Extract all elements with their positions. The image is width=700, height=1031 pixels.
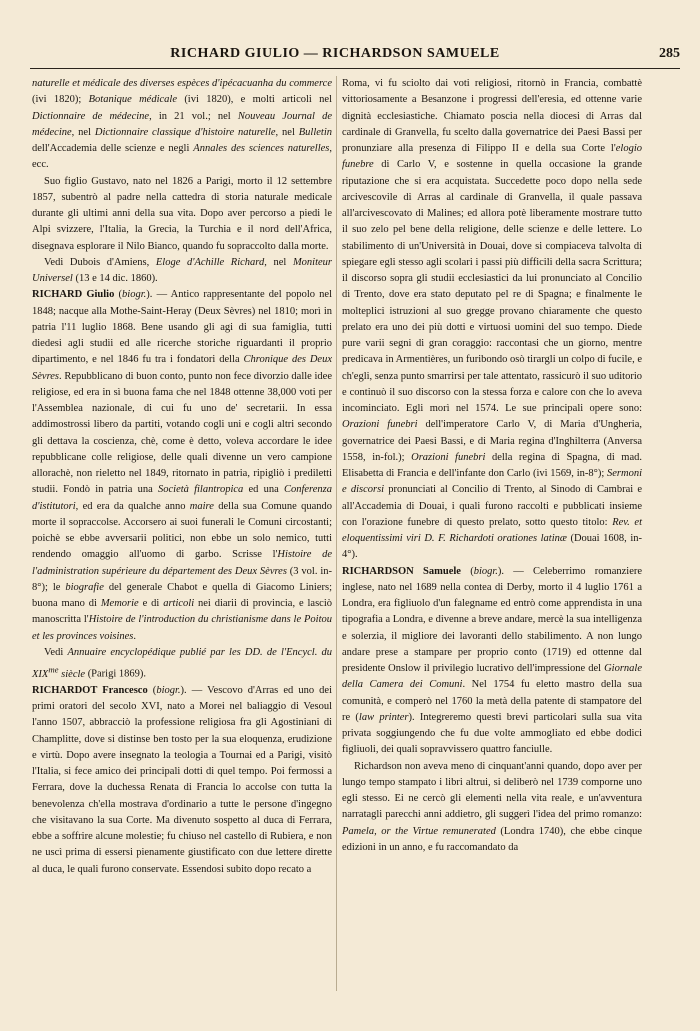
- paragraph: Roma, vi fu sciolto dai voti religiosi, ritornò in Francia, combattè vittoriosamente a Besanzone i progressi dell'eresia, ed ottenne varie dignità ecclesiastiche. Chiamato poscia nella diocesi di Arras dal cardinale di Granvella, fu scelto dalla governatrice dei Paesi Bassi per pronunziare alla presenza di Filippo II e della sua Corte l'elogio funebre di Carlo V, e sostenne in quella occasione la grande riputazione che si era acquistata. Succedette poco dopo nella sede arcivescovile di Arras al cardinale di Granvella, il quale passava all'arcivescovato di Malines; ed allora potè liberamente mostrare tutto il suo zelo pel bene della religione, delle scienze e delle lettere. Lo stabilimento di un'Università in Douai, dove si compiaceva talvolta di spiegare egli stesso agli scolari i passi più difficili della sacra Scrittura; il discorso sopra gli studii ecclesiastici da lui pronunciato al Concilio di Trento, dove era stato deputato pel re di Spagna; e finalmente le molteplici istruzioni al suo gregge provano chiaramente che questo prelato era uno dei più dotti e virtuosi uomini del suo tempo. Diede pure varii segni di gran coraggio: raccontasi che un giorno, mentre predicava in Armentières, un furibondo osò tirargli un colpo di fucile, e ch'egli, senza punto smarrirsi per tale attentato, rassicurò il suo uditorio e continuò il suo discorso con la stessa forza e calore con che lo aveva incominciato. Egli morì nel 1574. Le sue principali opere sono: Orazioni funebri dell'imperatore Carlo V, di Maria d'Ungheria, governatrice dei Paesi Bassi, e di Maria regina d'Inghilterra (Anversa 1558, in-fol.); Orazioni funebri della regina di Spagna, di mad. Elisabetta di Francia e dell'infante don Carlo (ivi 1569, in-8°); Sermoni e discorsi pronunciati al Concilio di Trento, al Sinodo di Cambrai e all'Accademia di Douai, i quali furono raccolti e pubblicati insieme con l'orazione funebre di questo prelato, sotto questo titolo: Rev. et eloquentissimi viri D. F. Richardoti orationes latinæ (Douai 1608, in-4°).: [342, 78, 643, 561]
- paragraph: Richardson non aveva meno di cinquant'anni quando, dopo aver per lungo tempo stampato i libri altrui, si deliberò nel 1739 comporne uno egli stesso. Ei ne cercò gli elementi nella vita reale, e un'avventura narratagli parecchi anni addietro, gli suggerì l'idea del primo romanzo: Pamela, or the Virtue remunerated (Londra 1740), che ebbe cinque edizioni in un anno, e fu raccomandato da: [342, 760, 642, 853]
- paragraph: Vedi Dubois d'Amiens, Eloge d'Achille Richard, nel Moniteur Universel (13 e 14 dic. 1860).: [32, 256, 333, 284]
- running-header: [30, 46, 680, 69]
- column-divider: [336, 76, 337, 991]
- paragraph: RICHARDOT Francesco (biogr.). — Vescovo d'Arras ed uno dei primi oratori del secolo XVI, nato a Morei nel baliaggio di Vesoul l'anno 1507, abbracciò la professione religiosa fra gli Agostiniani di Champlitte, dove si distinse ben tosto per la sua eloquenza, erudizione e virtù. Dopo avere insegnato la teologia a Tournai ed a Parigi, visitò l'Italia, si fece amico dei principali dotti di quel tempo. Poi fermossi a Ferrara, dove la duchessa Renata di Francia lo accolse con tutta la benevolenza ch'ella mostrava d'ordinario a tutte le persone d'ingegno che visitavano la sua Corte. Ma divenuto sospetto al duca di Ferrara, ebbe a soffrire alcune molestie; fu chiuso nel castello di Rubiera, e non ne uscì prima di essersi pienamente giustificato con due lettere dirette al duca, le quali furono conservate. Essendosi subito dopo recato a: [32, 684, 332, 875]
- right-column: [342, 76, 642, 856]
- paragraph: Suo figlio Gustavo, nato nel 1826 a Parigi, morto il 12 settembre 1857, subentrò al padre nella cattedra di storia naturale medicale durante gli ultimi anni della sua vita. Dopo aver percorso a piedi le Alpi svizzere, l'Italia, la Grecia, la Turchia e il nord dell'Africa, disegnava esplorare il Nilo Bianco, quando fu sopraccolto dalla morte.: [32, 175, 332, 252]
- paragraph: RICHARDSON Samuele (biogr.). — Celeberrimo romanziere inglese, nato nel 1689 nella contea di Derby, morto il 4 luglio 1761 a Londra, era figliuolo d'un falegname ed entrò come apprendista in una tipografia a Londra, e divenne a breve andare, mercè la sua intelligenza e solerzia, il migliore dei lavoranti dello stabilimento. A non lungo andare prese a stampare per proprio conto (1719) ed ottenne dal presidente Onslow il privilegio lucrativo dell'impressione del Giornale della Camera dei Comuni. Nel 1754 fu eletto mastro della sua comunità, e comperò nel 1760 la metà della patente di stampatore del re (law printer). Integreremo questi brevi particolari sulla sua vita privata soggiungendo che fu due volte ammogliato ed ebbe dodici figliuoli, dei quali sopravvissero quattro fanciulle.: [342, 565, 643, 756]
- paragraph: Vedi Annuaire encyclopédique publié par les DD. de l'Encycl. du $XIX^{me}$ siècle (Parigi 1869).: [32, 646, 333, 680]
- page-number: 285: [659, 46, 680, 61]
- left-column: [32, 76, 332, 878]
- paragraph: naturelle et médicale des diverses espèces d'ipécacuanha du commerce (ivi 1820); Botanique médicale (ivi 1820), e molti articoli nel Dictionnaire de médecine, in 21 vol.; nel Nouveau Journal de médecine, nel Dictionnaire classique d'histoire naturelle, nel Bulletin dell'Accademia delle scienze e negli Annales des sciences naturelles, ecc.: [32, 78, 332, 171]
- running-title: RICHARD GIULIO — RICHARDSON SAMUELE: [170, 46, 500, 61]
- paragraph: RICHARD Giulio (biogr.). — Antico rappresentante del popolo nel 1848; nacque alla Mothe-Saint-Heray (Deux Sèvres) nel 1810; morì in patria l'11 luglio 1868. Bene usando gli agi di sua famiglia, tutti diedesi agli studii ed alle ricerche storiche riguardanti il proprio dipartimento, e nel 1846 fu tra i fondatori della Chronique des Deux Sèvres. Repubblicano di buon conto, punto non fece divorzio dalle idee religiose, ed era in sì buona fama che nel 1848 ottenne 38,000 voti per l'Assemblea nazionale, di cui fu uno de' secretarii. In essa addimostrossi libero da partiti, votando cogli uni e cogli altri secondo gli dettava la coscienza, chè, come è detto, voleva accordare le idee repubblicane colle religiose, delle quali divenne un vero campione allorachè, non rieletto nel 1849, ritornato in patria, ripigliò i prediletti studii. Fondò in patria una Società filantropica ed una Conferenza d'istitutori, ed era da qualche anno maire della sua Comune quando morte il sopraccolse. Accorsero ai suoi funerali le Comuni circostanti; poichè se ebbe avversarii politici, non ebbe un solo nemico, tutti rendendo omaggio all'uomo di garbo. Scrisse l'Histoire de l'administration supérieure du département des Deux Sèvres (3 vol. in-8°); le biografie del generale Chabot e quella di Giacomo Liniers; buona mano di Memorie e di articoli nei diarii di provincia, e lasciò manoscritta l'Histoire de l'introduction du christianisme dans le Poitou et les provinces voisines.: [32, 289, 333, 642]
